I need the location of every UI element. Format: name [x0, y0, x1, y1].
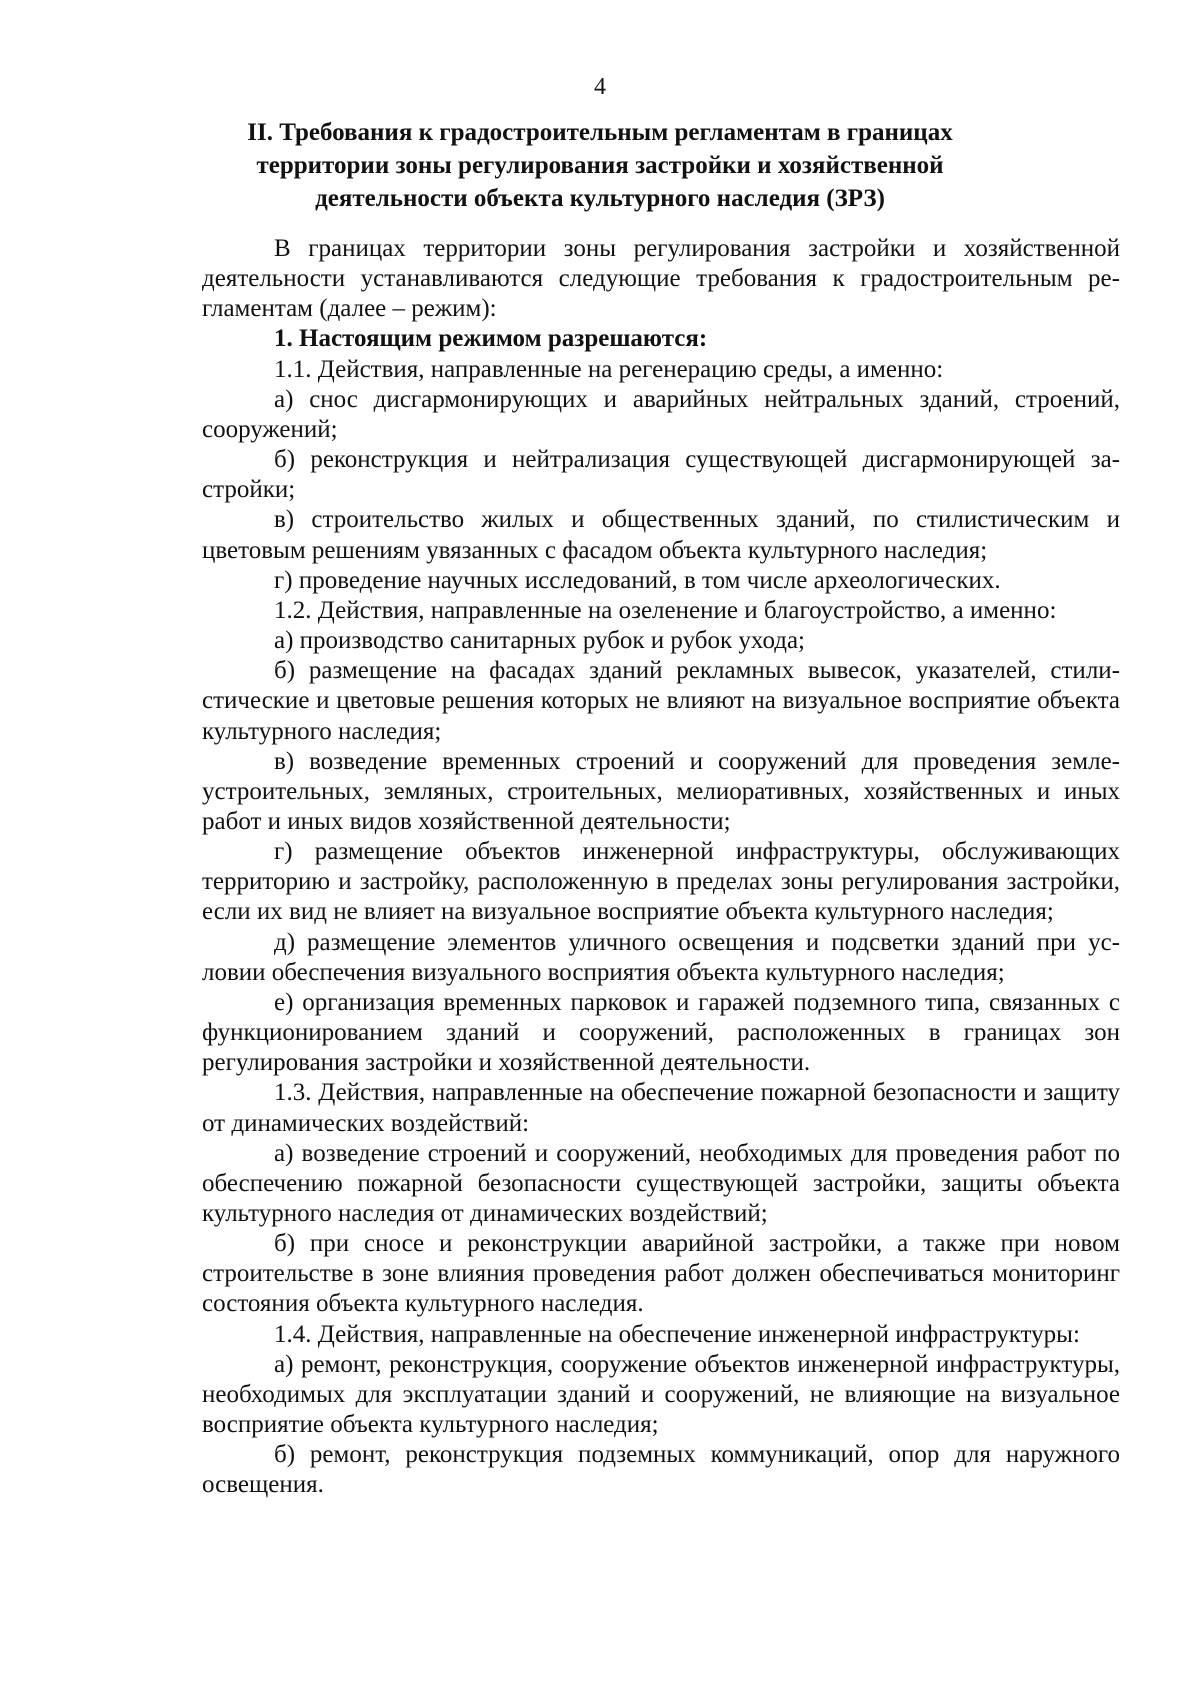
clause-1-1-g: г) проведение научных исследований, в том числе археологических. — [274, 566, 1001, 594]
clause-1-1-v: в) строительство жилых и общественных зданий, по стилистическим и цветовым решениям увязанных с фасадом объекта культурного наследия; — [202, 506, 1120, 564]
permitted-actions-heading: 1. Настоящим режимом разрешаются: — [274, 325, 708, 353]
clause-1-2-v: в) возведение временных строений и сооружений для проведения землеустроительных, земляных, строительных, мелиоративных, хозяйственных и иных работ и иных видов хозяйственной деятельности; — [202, 747, 1120, 835]
clause-1-2-g: г) размещение объектов инженерной инфраструктуры, обслуживающих территорию и застройку, расположенную в пределах зоны регулирования застройки, если их вид не влияет на визуальное восприятие объекта культурного наследия; — [202, 838, 1120, 926]
clause-1-1-a: а) снос дисгармонирующих и аварийных нейтральных зданий, строений, сооружений; — [202, 385, 1120, 443]
clause-1-2: 1.2. Действия, направленные на озеленение и благоустройство, а именно: — [274, 596, 1057, 624]
clause-1-1: 1.1. Действия, направленные на регенерацию среды, а именно: — [274, 355, 944, 383]
clause-1-4-b: б) ремонт, реконструкция подземных коммуникаций, опор для наружного освещения. — [202, 1441, 1120, 1499]
document-body — [202, 234, 1120, 1501]
clause-1-4-a: а) ремонт, реконструкция, сооружение объектов инженерной инфраструктуры, необходимых для эксплуатации зданий и сооружений, не влияющие на визуальное восприятие объекта культурного наследия; — [202, 1350, 1120, 1439]
section-heading-line-1: II. Требования к градостроительным регламентам в границах — [247, 119, 953, 146]
intro-paragraph: В границах территории зоны регулирования застройки и хозяйственной деятельности устанавливаются следующие требования к градостроительным регламентам (далее – режим): — [202, 235, 1120, 323]
page-number: 4 — [594, 74, 606, 100]
clause-1-2-d: д) размещение элементов уличного освещения и подсветки зданий при условии обеспечения визуального восприятия объекта культурного наследия; — [202, 928, 1120, 986]
clause-1-3-b: б) при сносе и реконструкции аварийной застройки, а также при новом строительстве в зоне влияния проведения работ должен обеспечиваться мониторинг состояния объекта культурного наследия. — [202, 1230, 1120, 1318]
clause-1-1-b: б) реконструкция и нейтрализация существующей дисгармонирующей застройки; — [202, 446, 1120, 504]
clause-1-2-a: а) производство санитарных рубок и рубок ухода; — [274, 627, 805, 655]
clause-1-3: 1.3. Действия, направленные на обеспечение пожарной безопасности и защиту от динамических воздействий: — [202, 1079, 1120, 1137]
clause-1-4: 1.4. Действия, направленные на обеспечение инженерной инфраструктуры: — [274, 1320, 1080, 1348]
section-heading-line-2: территории зоны регулирования застройки и хозяйственной — [256, 152, 944, 179]
clause-1-3-a: а) возведение строений и сооружений, необходимых для проведения работ по обеспечению пожарной безопасности существующей застройки, защиты объекта культурного наследия от динамических воздействий; — [202, 1139, 1120, 1227]
clause-1-2-e: е) организация временных парковок и гаражей подземного типа, связанных с функционированием зданий и сооружений, расположенных в границах зон регулирования застройки и хозяйственной деятельности. — [202, 988, 1120, 1077]
section-heading-line-3: деятельности объекта культурного наследия (ЗРЗ) — [315, 185, 885, 212]
section-heading — [0, 116, 1200, 215]
clause-1-2-b: б) размещение на фасадах зданий рекламных вывесок, указателей, стилистические и цветовые решения которых не влияют на визуальное восприятие объекта культурного наследия; — [202, 657, 1120, 745]
